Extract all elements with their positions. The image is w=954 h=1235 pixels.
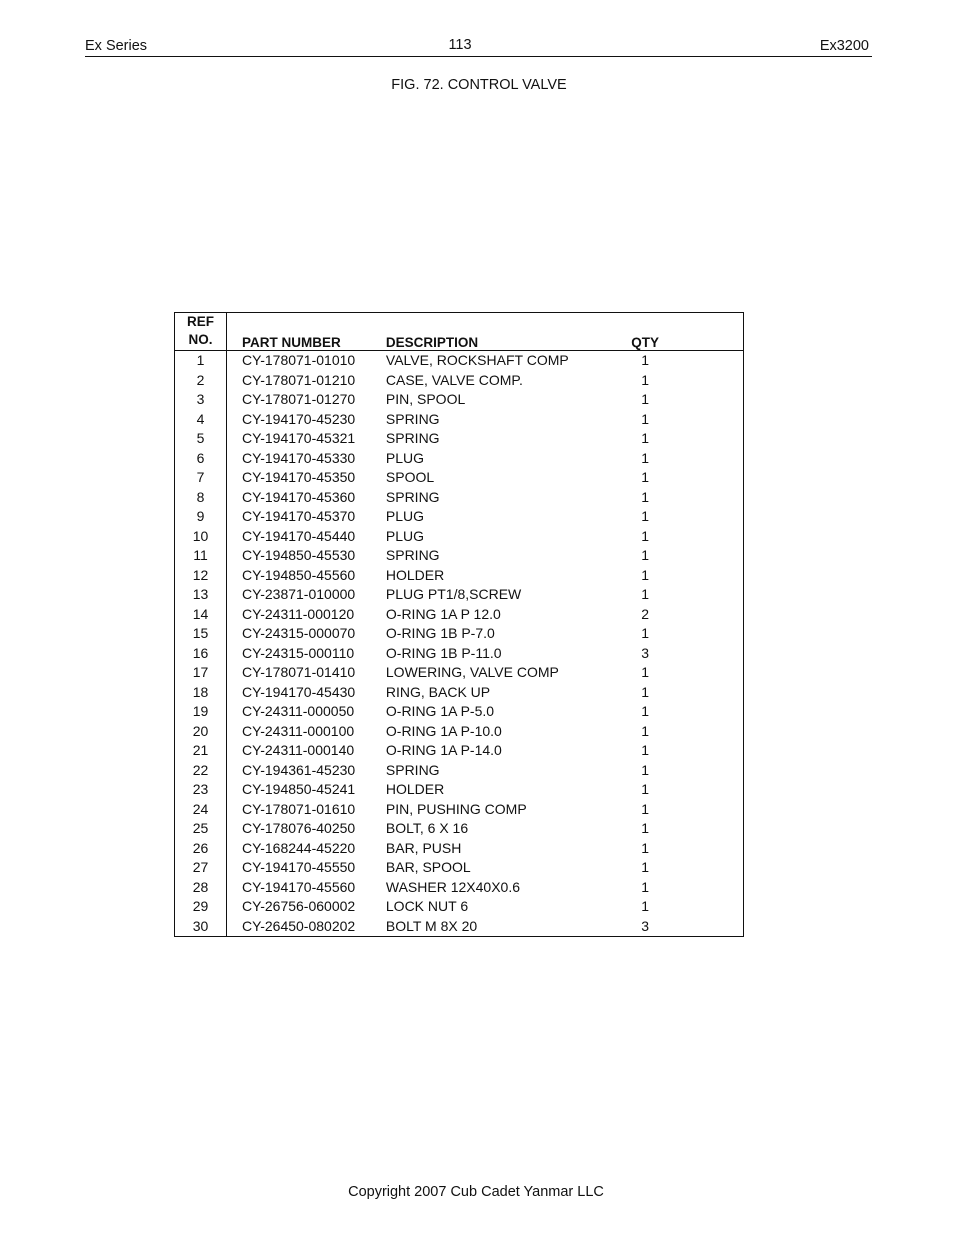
qty-cell: 1: [641, 625, 650, 641]
part-number-cell: CY-24315-000070: [242, 625, 356, 641]
part-number-cell: CY-194170-45330: [242, 449, 356, 466]
ref-number-cell: 20: [175, 722, 227, 742]
table-row: [175, 819, 744, 839]
ref-number-cell: 13: [175, 585, 227, 605]
table-row: [175, 741, 744, 761]
part-number-cell: CY-194361-45230: [242, 761, 356, 778]
ref-number-cell: 4: [175, 410, 227, 430]
description-cell: RING, BACK UP: [385, 683, 491, 700]
page-number: 113: [448, 37, 472, 53]
description-cell: LOCK NUT 6: [385, 898, 469, 914]
description-cell: O-RING 1A P-14.0: [385, 742, 502, 758]
description-cell: VALVE, ROCKSHAFT COMP: [385, 352, 569, 368]
description-cell: LOWERING, VALVE COMP: [385, 664, 559, 680]
table-row: [175, 585, 744, 605]
qty-cell: 1: [641, 430, 650, 446]
qty-cell: 1: [641, 527, 650, 544]
column-header-description: DESCRIPTION: [386, 313, 631, 351]
description-cell: WASHER 12X40X0.6: [385, 878, 520, 895]
qty-cell: 1: [641, 508, 650, 524]
description-cell: SPRING: [385, 488, 440, 505]
part-number-cell: CY-194170-45550: [242, 859, 356, 875]
part-number-cell: CY-178076-40250: [242, 820, 356, 836]
ref-number-cell: 21: [175, 741, 227, 761]
qty-cell: 1: [641, 878, 650, 895]
table-row: [175, 917, 744, 937]
ref-number-cell: 24: [175, 800, 227, 820]
part-number-cell: CY-194170-45321: [242, 430, 356, 446]
description-cell: BOLT, 6 X 16: [385, 820, 469, 836]
qty-cell: 1: [641, 664, 650, 680]
qty-cell: 2: [641, 605, 650, 622]
table-row: [175, 722, 744, 742]
description-cell: PIN, SPOOL: [385, 391, 466, 407]
table-row: [175, 449, 744, 469]
description-cell: O-RING 1B P-11.0: [385, 644, 502, 661]
ref-number-cell: 6: [175, 449, 227, 469]
qty-cell: 1: [641, 488, 650, 505]
part-number-cell: CY-26756-060002: [242, 898, 356, 914]
qty-cell: 1: [641, 859, 650, 875]
table-row: [175, 683, 744, 703]
ref-number-cell: 11: [175, 546, 227, 566]
table-row: [175, 839, 744, 859]
ref-number-cell: 26: [175, 839, 227, 859]
ref-number-cell: 30: [175, 917, 227, 937]
ref-number-cell: 29: [175, 897, 227, 917]
qty-cell: 3: [641, 917, 650, 934]
table-row: [175, 410, 744, 430]
table-row: [175, 546, 744, 566]
table-row: [175, 800, 744, 820]
qty-cell: 1: [641, 683, 650, 700]
part-number-cell: CY-24311-000100: [242, 722, 355, 739]
ref-number-cell: 14: [175, 605, 227, 625]
part-number-cell: CY-194170-45440: [242, 527, 356, 544]
part-number-cell: CY-168244-45220: [242, 839, 356, 856]
table-row: [175, 878, 744, 898]
description-cell: O-RING 1A P-10.0: [385, 722, 502, 739]
part-number-cell: CY-178071-01410: [242, 664, 356, 680]
copyright-footer: Copyright 2007 Cub Cadet Yanmar LLC: [348, 1184, 604, 1200]
qty-cell: 1: [641, 839, 650, 856]
description-cell: SPRING: [385, 430, 440, 446]
column-header-qty: QTY: [631, 313, 743, 351]
ref-number-cell: 7: [175, 468, 227, 488]
description-cell: BAR, PUSH: [385, 839, 462, 856]
part-number-cell: CY-194170-45230: [242, 410, 356, 427]
description-cell: PLUG: [385, 508, 425, 524]
part-number-cell: CY-194170-45370: [242, 508, 356, 524]
table-row: [175, 488, 744, 508]
table-row: [175, 566, 744, 586]
ref-number-cell: 9: [175, 507, 227, 527]
qty-cell: 1: [641, 781, 650, 797]
description-cell: PIN, PUSHING COMP: [385, 800, 527, 817]
header-divider: [85, 56, 872, 57]
qty-cell: 1: [641, 586, 650, 602]
part-number-cell: CY-23871-010000: [242, 586, 356, 602]
description-cell: SPRING: [385, 547, 440, 563]
description-cell: O-RING 1A P 12.0: [385, 605, 501, 622]
ref-number-cell: 19: [175, 702, 227, 722]
part-number-cell: CY-194170-45430: [242, 683, 356, 700]
qty-cell: 1: [641, 391, 650, 407]
part-number-cell: CY-26450-080202: [242, 917, 356, 934]
column-header-ref-line2: NO.: [188, 332, 213, 347]
parts-table-header: [175, 313, 744, 351]
part-number-cell: CY-194850-45530: [242, 547, 356, 563]
description-cell: O-RING 1A P-5.0: [385, 703, 495, 719]
table-row: [175, 468, 744, 488]
column-header-part-number: PART NUMBER: [227, 313, 386, 351]
table-row: [175, 858, 744, 878]
description-cell: O-RING 1B P-7.0: [385, 625, 495, 641]
part-number-cell: CY-24315-000110: [242, 644, 355, 661]
table-row: [175, 390, 744, 410]
part-number-cell: CY-24311-000050: [242, 703, 355, 719]
ref-number-cell: 12: [175, 566, 227, 586]
qty-cell: 1: [641, 898, 650, 914]
description-cell: BAR, SPOOL: [385, 859, 471, 875]
ref-number-cell: 23: [175, 780, 227, 800]
ref-number-cell: 28: [175, 878, 227, 898]
description-cell: PLUG: [385, 449, 425, 466]
table-row: [175, 780, 744, 800]
ref-number-cell: 25: [175, 819, 227, 839]
qty-cell: 1: [641, 820, 650, 836]
part-number-cell: CY-178071-01610: [242, 800, 356, 817]
table-row: [175, 429, 744, 449]
qty-cell: 1: [641, 800, 650, 817]
description-cell: PLUG PT1/8,SCREW: [385, 586, 522, 602]
ref-number-cell: 15: [175, 624, 227, 644]
table-row: [175, 761, 744, 781]
figure-title: FIG. 72. CONTROL VALVE: [391, 77, 567, 93]
description-cell: BOLT M 8X 20: [385, 917, 478, 934]
table-row: [175, 702, 744, 722]
part-number-cell: CY-24311-000140: [242, 742, 355, 758]
description-cell: CASE, VALVE COMP.: [385, 371, 523, 388]
qty-cell: 1: [641, 449, 650, 466]
part-number-cell: CY-178071-01010: [242, 352, 356, 368]
parts-table: [174, 312, 744, 937]
header-series-label: Ex Series: [85, 38, 148, 54]
qty-cell: 1: [641, 410, 650, 427]
table-row: [175, 605, 744, 625]
description-cell: SPRING: [385, 410, 440, 427]
ref-number-cell: 16: [175, 644, 227, 664]
part-number-cell: CY-194170-45360: [242, 488, 356, 505]
qty-cell: 1: [641, 469, 650, 485]
ref-number-cell: 2: [175, 371, 227, 391]
qty-cell: 1: [641, 371, 650, 388]
table-row: [175, 663, 744, 683]
qty-cell: 1: [641, 547, 650, 563]
ref-number-cell: 27: [175, 858, 227, 878]
table-row: [175, 527, 744, 547]
qty-cell: 1: [641, 703, 650, 719]
table-row: [175, 624, 744, 644]
ref-number-cell: 18: [175, 683, 227, 703]
description-cell: SPOOL: [385, 469, 435, 485]
part-number-cell: CY-178071-01210: [242, 371, 356, 388]
qty-cell: 1: [641, 761, 650, 778]
ref-number-cell: 22: [175, 761, 227, 781]
description-cell: HOLDER: [385, 781, 445, 797]
ref-number-cell: 17: [175, 663, 227, 683]
part-number-cell: CY-194850-45241: [242, 781, 356, 797]
qty-cell: 1: [641, 722, 650, 739]
header-model-label: Ex3200: [819, 38, 869, 54]
column-header-ref-no: [175, 313, 227, 351]
description-cell: HOLDER: [385, 566, 445, 583]
table-row: [175, 371, 744, 391]
part-number-cell: CY-194170-45350: [242, 469, 356, 485]
description-cell: PLUG: [385, 527, 425, 544]
ref-number-cell: 5: [175, 429, 227, 449]
part-number-cell: CY-194170-45560: [242, 878, 356, 895]
ref-number-cell: 10: [175, 527, 227, 547]
qty-cell: 3: [641, 644, 650, 661]
part-number-cell: CY-194850-45560: [242, 566, 356, 583]
table-row: [175, 507, 744, 527]
ref-number-cell: 8: [175, 488, 227, 508]
ref-number-cell: 3: [175, 390, 227, 410]
parts-table-header-row: [175, 313, 744, 351]
column-header-ref-line1: REF: [187, 314, 215, 329]
part-number-cell: CY-24311-000120: [242, 605, 355, 622]
part-number-cell: CY-178071-01270: [242, 391, 356, 407]
qty-cell: 1: [641, 742, 650, 758]
description-cell: SPRING: [385, 761, 440, 778]
parts-table-body: [175, 351, 744, 937]
qty-cell: 1: [641, 566, 650, 583]
table-row: [175, 351, 744, 371]
table-row: [175, 644, 744, 664]
ref-number-cell: 1: [175, 351, 227, 371]
qty-cell: 1: [641, 352, 650, 368]
table-row: [175, 897, 744, 917]
